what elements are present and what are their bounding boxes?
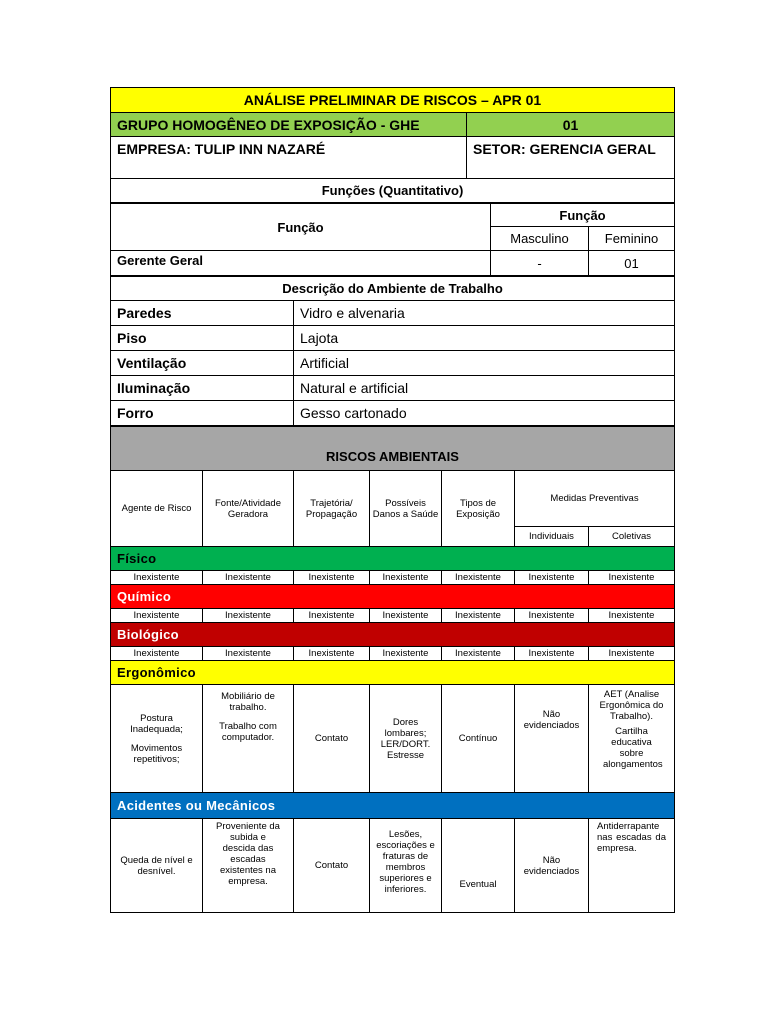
acidentes-fonte: Proveniente da subida e descida das escadas existentes na empresa. <box>203 819 294 913</box>
coletivas-header: Coletivas <box>589 527 675 547</box>
risk-cell: Inexistente <box>515 609 589 623</box>
risk-cell: Inexistente <box>111 647 203 661</box>
individuais-header: Individuais <box>515 527 589 547</box>
funcao-name: Gerente Geral <box>111 251 491 276</box>
risk-cell: Inexistente <box>442 571 515 585</box>
risk-cell: Inexistente <box>589 647 675 661</box>
risk-cell: Inexistente <box>111 609 203 623</box>
ergonomico-agente <box>111 685 203 793</box>
riscos-heading: RISCOS AMBIENTAIS <box>111 427 675 471</box>
funcao-fem-count: 01 <box>589 251 675 276</box>
setor: SETOR: GERENCIA GERAL <box>467 137 675 179</box>
ergonomico-fonte-line: Trabalho com computador. <box>219 721 277 743</box>
ambiente-table <box>110 276 675 426</box>
ghe-value: 01 <box>467 113 675 137</box>
ambiente-label: Forro <box>111 401 294 426</box>
ergonomico-danos: Dores lombares; LER/DORT. Estresse <box>370 685 442 793</box>
risk-cell: Inexistente <box>294 571 370 585</box>
risk-cell: Inexistente <box>203 647 294 661</box>
acidentes-danos: Lesões, escoriações e fraturas de membros superiores e inferiores. <box>370 819 442 913</box>
ambiente-label: Iluminação <box>111 376 294 401</box>
risk-cell: Inexistente <box>370 571 442 585</box>
ergonomico-agente-line: Postura Inadequada; <box>130 712 183 735</box>
funcao-group-header: Função <box>491 204 675 227</box>
risk-cell: Inexistente <box>442 647 515 661</box>
risk-cell: Inexistente <box>370 609 442 623</box>
acidentes-tipos: Eventual <box>442 819 515 913</box>
empresa: EMPRESA: TULIP INN NAZARÉ <box>111 137 467 179</box>
risk-cell: Inexistente <box>370 647 442 661</box>
risk-cell: Inexistente <box>589 609 675 623</box>
funcoes-heading: Funções (Quantitativo) <box>111 179 675 203</box>
ambiente-value: Artificial <box>294 351 675 376</box>
risk-cell: Inexistente <box>442 609 515 623</box>
fonte-header: Fonte/Atividade Geradora <box>203 471 294 547</box>
funcao-column-header: Função <box>111 204 491 251</box>
acidentes-individuais: Não evidenciados <box>515 819 589 913</box>
ergonomico-fonte-line: Mobiliário de trabalho. <box>221 691 275 713</box>
risk-cell: Inexistente <box>294 609 370 623</box>
masculino-header: Masculino <box>491 227 589 251</box>
ambiente-label: Ventilação <box>111 351 294 376</box>
category-biologico: Biológico <box>111 623 675 647</box>
ergonomico-coletivas <box>589 685 675 793</box>
ambiente-label: Paredes <box>111 301 294 326</box>
header-table <box>110 87 675 203</box>
ambiente-value: Lajota <box>294 326 675 351</box>
ambiente-value: Gesso cartonado <box>294 401 675 426</box>
ambiente-value: Vidro e alvenaria <box>294 301 675 326</box>
apr-document <box>110 87 674 913</box>
document-title: ANÁLISE PRELIMINAR DE RISCOS – APR 01 <box>111 88 675 113</box>
ghe-label: GRUPO HOMOGÊNEO DE EXPOSIÇÃO - GHE <box>111 113 467 137</box>
risk-cell: Inexistente <box>203 609 294 623</box>
risk-cell: Inexistente <box>589 571 675 585</box>
category-acidentes: Acidentes ou Mecânicos <box>111 793 675 819</box>
ergonomico-individuais: Não evidenciados <box>515 685 589 793</box>
ergonomico-agente-line: Movimentos repetitivos; <box>130 742 183 765</box>
risk-cell: Inexistente <box>111 571 203 585</box>
risk-cell: Inexistente <box>515 647 589 661</box>
acidentes-trajetoria: Contato <box>294 819 370 913</box>
medidas-header: Medidas Preventivas <box>515 471 675 527</box>
ergonomico-tipos: Contínuo <box>442 685 515 793</box>
trajetoria-header: Trajetória/ Propagação <box>294 471 370 547</box>
funcao-masc-count: - <box>491 251 589 276</box>
category-ergonomico: Ergonômico <box>111 661 675 685</box>
ergonomico-fonte <box>203 685 294 793</box>
feminino-header: Feminino <box>589 227 675 251</box>
ambiente-label: Piso <box>111 326 294 351</box>
ambiente-value: Natural e artificial <box>294 376 675 401</box>
ergonomico-coletivas-line: Cartilha educativa sobre alongamentos <box>603 726 663 770</box>
riscos-table <box>110 426 675 913</box>
acidentes-coletivas: Antiderrapante nas escadas da empresa. <box>589 819 675 913</box>
ergonomico-coletivas-line: AET (Analise Ergonômica do Trabalho). <box>599 689 664 722</box>
tipos-header: Tipos de Exposição <box>442 471 515 547</box>
risk-cell: Inexistente <box>294 647 370 661</box>
ambiente-heading: Descrição do Ambiente de Trabalho <box>111 277 675 301</box>
ergonomico-trajetoria: Contato <box>294 685 370 793</box>
risk-cell: Inexistente <box>203 571 294 585</box>
category-fisico: Físico <box>111 547 675 571</box>
category-quimico: Químico <box>111 585 675 609</box>
danos-header: Possíveis Danos a Saúde <box>370 471 442 547</box>
funcoes-table <box>110 203 675 276</box>
risk-cell: Inexistente <box>515 571 589 585</box>
acidentes-agente: Queda de nível e desnível. <box>111 819 203 913</box>
agente-header: Agente de Risco <box>111 471 203 547</box>
